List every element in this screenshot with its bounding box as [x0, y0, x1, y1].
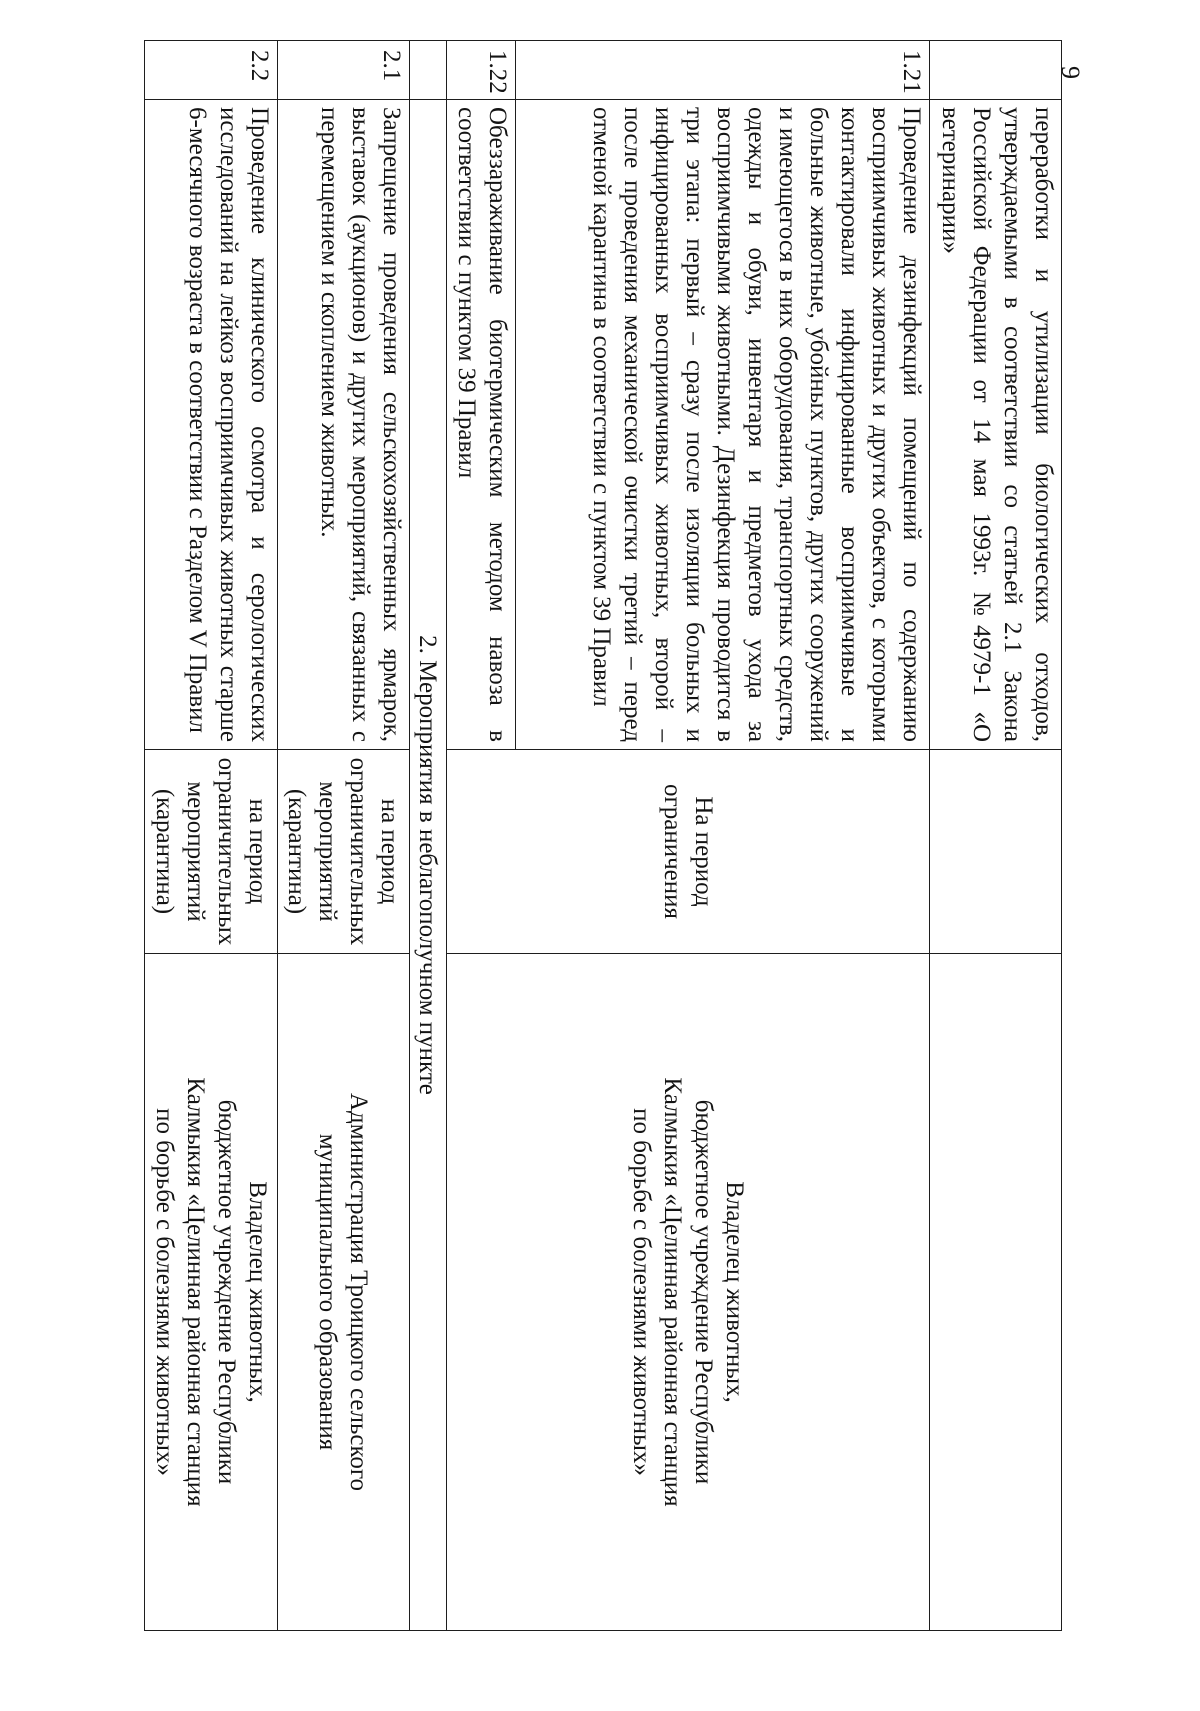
period-cell: на период ограничительных мероприятий (карантина): [145, 750, 278, 954]
rotated-page-content: [144, 40, 1062, 1630]
responsible-cell: [929, 954, 1061, 1631]
responsible-cell: Владелец животных, бюджетное учреждение Республики Калмыкия «Целинная районная станция по борьбе с болезнями животных»: [446, 954, 929, 1631]
period-cell: [929, 750, 1061, 954]
action-cell: переработки и утилизации биологических отходов, утверждаемыми в соответствии со статьей 2.1 Закона Российской Федерации от 14 мая 1993г. №4979-1 «О ветеринарии»: [929, 100, 1061, 750]
table-row: [145, 41, 278, 1631]
responsible-cell: Администрация Троицкого сельского муниципального образования: [277, 954, 409, 1631]
period-cell: На период ограничения: [446, 750, 929, 954]
row-number-cell: 2.2: [145, 41, 278, 100]
table-row: [277, 41, 409, 1631]
action-cell: Запрещение проведения сельскохозяйственных ярмарок, выставок (аукционов) и других мероприятий, связанных с перемещением и скоплением животных.: [277, 100, 409, 750]
section-number-cell: [409, 41, 446, 100]
section-title: 2. Мероприятия в неблагополучном пункте: [409, 100, 446, 1631]
table-row: [515, 41, 929, 1631]
row-number-cell: 1.22: [446, 41, 515, 100]
responsible-cell: Владелец животных, бюджетное учреждение Республики Калмыкия «Целинная районная станция по борьбе с болезнями животных»: [145, 954, 278, 1631]
row-number-cell: [929, 41, 1061, 100]
row-number-cell: 2.1: [277, 41, 409, 100]
action-cell: Обеззараживание биотермическим методом навоза в соответствии с пунктом 39 Правил: [446, 100, 515, 750]
row-number-cell: 1.21: [515, 41, 929, 100]
action-cell: Проведение клинического осмотра и серологических исследований на лейкоз восприимчивых животных старше 6-месячного возраста в соответствии с Разделом V Правил: [145, 100, 278, 750]
period-cell: на период ограничительных мероприятий (карантина): [277, 750, 409, 954]
action-cell: Проведение дезинфекций помещений по содержанию восприимчивых животных и других объектов, с которыми контактировали инфицированные восприимчивые и больные животные, убойных пунктов, других сооружений и имеющегося в них оборудования, транспортных средств, одежды и обуви, инвентаря и предметов ухода за восприимчивыми животными. Дезинфекция проводится в три этапа: первый – сразу после изоляции больных и инфицированных восприимчивых животных, второй – после проведения механической очистки третий – перед отменой карантина в соответствии с пунктом 39 Правил: [515, 100, 929, 750]
page-number: 9: [1056, 66, 1085, 79]
table-row: [929, 41, 1061, 1631]
measures-table: [144, 40, 1062, 1631]
section-header-row: [409, 41, 446, 1631]
